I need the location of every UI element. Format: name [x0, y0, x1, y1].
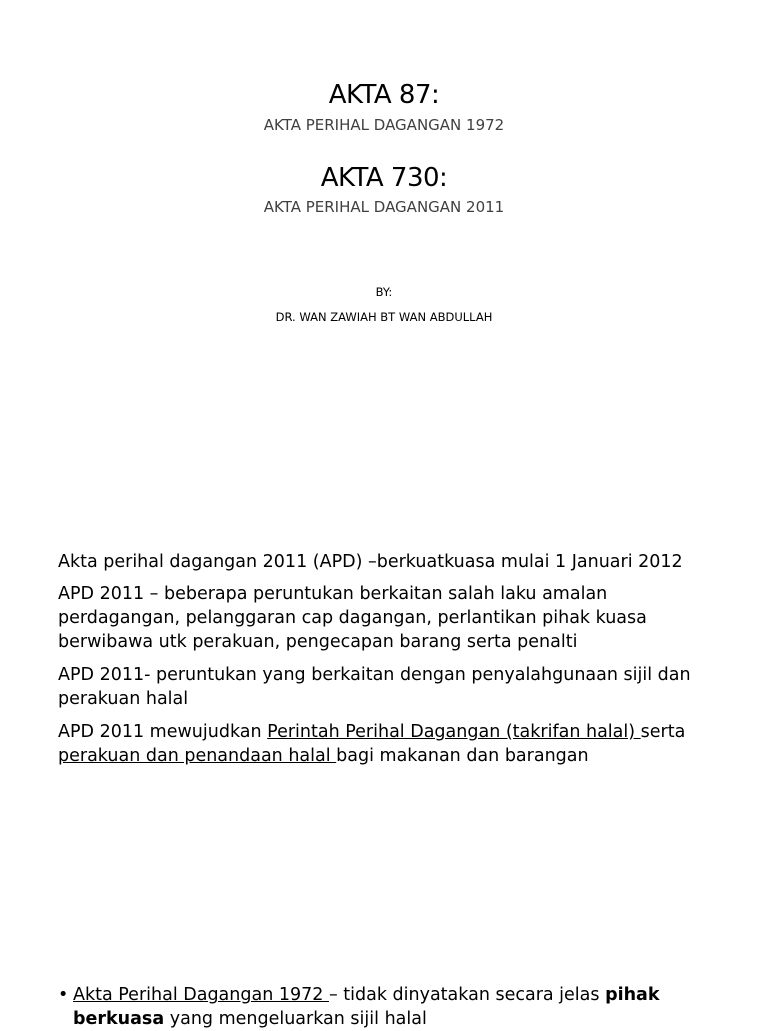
paragraph-4-tail: bagi makanan dan barangan [336, 746, 589, 766]
paragraph-2: APD 2011 – beberapa peruntukan berkaitan salah laku amalan perdagangan, pelanggaran cap dagangan, perlantikan pihak kuasa berwibawa utk perakuan, pengecapan barang serta penalti [58, 584, 647, 652]
act-87-subtitle: AKTA PERIHAL DAGANGAN 1972 [263, 116, 505, 134]
apd-1972-text: Akta Perihal Dagangan 1972 [73, 985, 329, 1005]
bullet-text-tail: yang mengeluarkan sijil halal [164, 1009, 427, 1029]
act-730-subtitle: AKTA PERIHAL DAGANGAN 2011 [263, 198, 505, 216]
paragraph-1: Akta perihal dagangan 2011 (APD) –berkuatkuasa mulai 1 Januari 2012 [58, 552, 683, 572]
by-label: BY: [375, 285, 393, 299]
bullet-icon: • [58, 985, 69, 1005]
perintah-perihal-dagangan-text: Perintah Perihal Dagangan (takrifan halal) [267, 722, 641, 742]
paragraph-3: APD 2011- peruntukan yang berkaitan dengan penyalahgunaan sijil dan perakuan halal [58, 665, 691, 709]
perakuan-penandaan-halal-text: perakuan dan penandaan halal [58, 746, 337, 766]
pihak-berkuasa-text: pihak berkuasa [73, 985, 660, 1029]
paragraph-4 [58, 720, 718, 768]
bullet-text-middle: – tidak dinyatakan secara jelas [328, 985, 606, 1005]
author-name: DR. WAN ZAWIAH BT WAN ABDULLAH [275, 310, 493, 324]
act-87-title: AKTA 87: [328, 80, 440, 110]
paragraph-4-serta: serta [640, 722, 686, 742]
content-slide [0, 520, 768, 960]
bullet-slide [0, 960, 768, 1029]
paragraph-4-lead: APD 2011 mewujudkan [58, 722, 268, 742]
act-730-title: AKTA 730: [320, 163, 448, 193]
